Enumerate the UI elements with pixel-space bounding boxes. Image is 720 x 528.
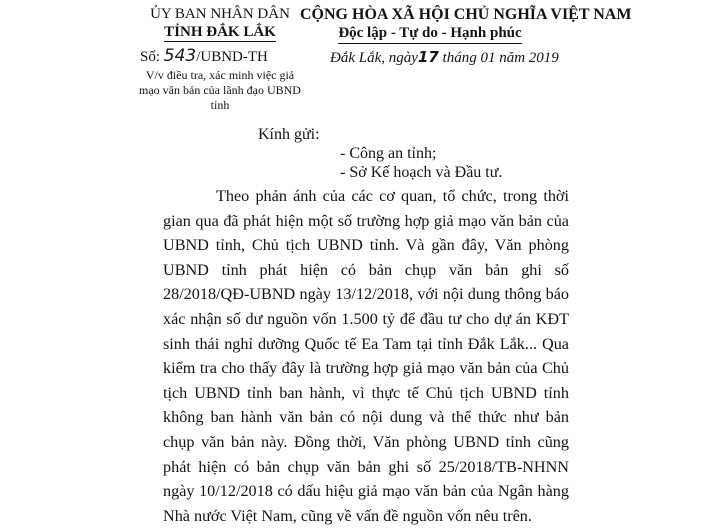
national-title: CỘNG HÒA XÃ HỘI CHỦ NGHĨA VIỆT NAM bbox=[300, 6, 632, 23]
issuing-authority: ỦY BAN NHÂN DÂN bbox=[150, 6, 290, 22]
document-subject: V/v điều tra, xác minh việc giả mạo văn bản của lãnh đạo UBND tỉnh bbox=[139, 68, 301, 112]
national-motto bbox=[300, 25, 560, 42]
addressee-item: - Sở Kế hoạch và Đầu tư. bbox=[340, 164, 503, 181]
date-suffix: tháng 01 năm 2019 bbox=[442, 50, 559, 66]
date-prefix: Đắk Lắk, ngày bbox=[330, 50, 418, 66]
addressee-item: - Công an tỉnh; bbox=[340, 145, 437, 162]
document-number bbox=[140, 46, 268, 66]
doc-no-handwritten: 543 bbox=[163, 46, 197, 66]
addressee-label: Kính gửi: bbox=[258, 126, 320, 143]
date-line bbox=[330, 48, 559, 67]
issuing-province-text: TỈNH ĐẮK LẮK bbox=[164, 24, 276, 40]
date-day-handwritten: 17 bbox=[417, 48, 439, 66]
doc-no-suffix: /UBND-TH bbox=[196, 49, 268, 65]
national-motto-text: Độc lập - Tự do - Hạnh phúc bbox=[338, 25, 521, 44]
body-paragraph: Theo phản ánh của các cơ quan, tổ chức, trong thời gian qua đã phát hiện một số trường hợp giả mạo văn bản của UBND tỉnh, Chủ tịch UBND tỉnh. Và gần đây, Văn phòng UBND tỉnh phát hiện có bản chụp văn bản ghi số 28/2018/QĐ-UBND ngày 13/12/2018, với nội dung thông báo xác nhận số dư nguồn vốn 1.500 tỷ để đầu tư cho dự án KĐT sinh thái nghỉ dưỡng Quốc tế Ea Tam tại tỉnh Đắk Lắk... Qua kiểm tra cho thấy đây là trường hợp giả mạo văn bản của Chủ tịch UBND tỉnh ban hành, vì thực tế Chủ tịch UBND tỉnh không ban hành văn bản có nội dung và thể thức như bản chụp văn bản này. Đồng thời, Văn phòng UBND tỉnh cũng phát hiện có bản chụp văn bản ghi số 25/2018/TB-NHNN ngày 10/12/2018 có dấu hiệu giả mạo văn bản của Ngân hàng Nhà nước Việt Nam, cũng về vấn đề nguồn vốn nêu trên. bbox=[163, 187, 569, 525]
doc-no-prefix: Số: bbox=[140, 49, 161, 65]
issuing-province bbox=[140, 24, 300, 41]
